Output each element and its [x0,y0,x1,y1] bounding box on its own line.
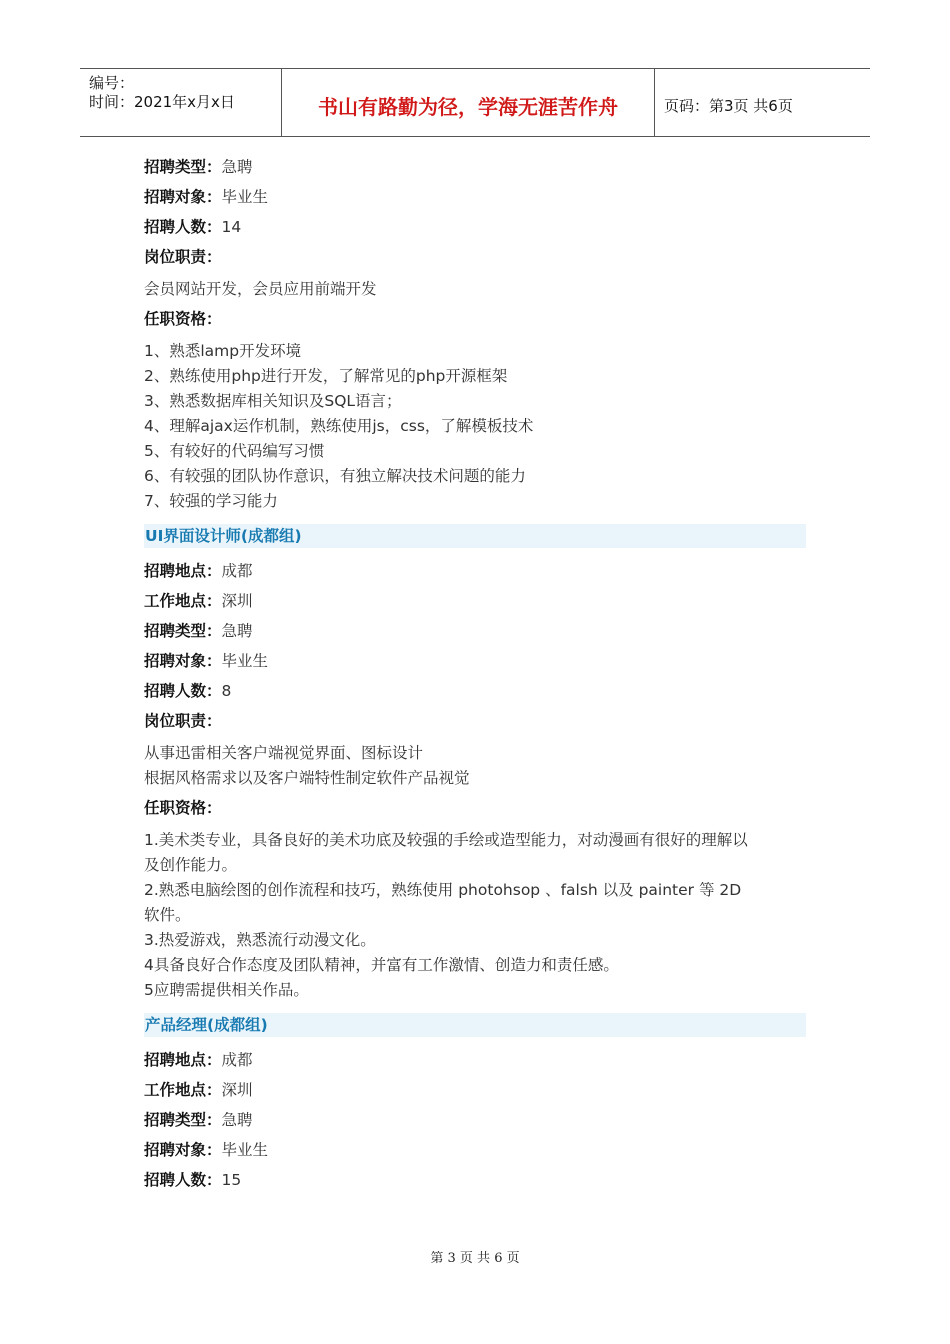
duties-label: 岗位职责： [144,712,222,730]
duty-line: 会员网站开发，会员应用前端开发 [144,280,377,298]
field-value: 15 [221,1171,242,1189]
field-label: 工作地点： [144,592,222,610]
field-label: 招聘对象： [144,188,222,206]
page-footer: 第 3 页 共 6 页 [430,1251,520,1266]
qualification-item: 4具备良好合作态度及团队精神，并富有工作激情、创造力和责任感。 [144,956,619,974]
header-page-info: 页码：第3页 共6页 [664,97,793,115]
qualification-item: 2、熟练使用php进行开发，了解常见的php开源框架 [144,367,508,385]
field-value: 毕业生 [221,652,269,670]
recruit-type [144,158,806,177]
header-motto-cell [281,69,655,136]
qualification-item: 1.美术类专业，具备良好的美术功底及较强的手绘或造型能力，对动漫画有很好的理解以 [144,831,748,849]
recruit-count [144,682,806,701]
field-label: 招聘人数： [144,682,222,700]
header-meta-cell [80,69,280,136]
qualifications-label: 任职资格： [144,310,222,328]
job-section-title: UI界面设计师(成都组) [144,524,806,548]
field-label: 招聘地点： [144,1051,222,1069]
field-value: 急聘 [221,622,253,640]
work-location [144,592,806,611]
duties-text [144,277,806,302]
recruit-location [144,562,806,581]
recruit-count [144,1171,806,1190]
header-page-cell [655,69,870,136]
qualification-item: 3、熟悉数据库相关知识及SQL语言； [144,392,402,410]
duty-line: 从事迅雷相关客户端视觉界面、图标设计 [144,744,424,762]
qualification-item: 6、有较强的团队协作意识，有独立解决技术问题的能力 [144,467,526,485]
field-value: 毕业生 [221,1141,269,1159]
field-label: 招聘类型： [144,1111,222,1129]
job-section-title: 产品经理(成都组) [144,1013,806,1037]
qualification-item: 3.热爱游戏，熟悉流行动漫文化。 [144,931,376,949]
field-label: 招聘类型： [144,158,222,176]
field-value: 8 [221,682,232,700]
document-time: 时间：2021年x月x日 [89,93,235,111]
qualification-item: 1、熟悉lamp开发环境 [144,342,302,360]
qualification-item: 及创作能力。 [144,856,238,874]
page-header [80,68,870,137]
qualification-item: 5应聘需提供相关作品。 [144,981,309,999]
field-value: 深圳 [221,592,253,610]
qualification-item: 7、较强的学习能力 [144,492,278,510]
qualification-item: 软件。 [144,906,191,924]
field-label: 招聘地点： [144,562,222,580]
recruit-count [144,218,806,237]
qualifications-list [144,339,806,514]
field-value: 深圳 [221,1081,253,1099]
field-label: 招聘人数： [144,1171,222,1189]
recruit-location [144,1051,806,1070]
recruit-target [144,652,806,671]
qualifications-label: 任职资格： [144,799,222,817]
recruit-type [144,1111,806,1130]
field-value: 毕业生 [221,188,269,206]
field-value: 急聘 [221,1111,253,1129]
duty-line: 根据风格需求以及客户端特性制定软件产品视觉 [144,769,470,787]
field-value: 成都 [221,1051,253,1069]
field-value: 急聘 [221,158,253,176]
document-body [144,158,806,1201]
qualification-item: 2.熟悉电脑绘图的创作流程和技巧，熟练使用 photohsop 、falsh 以及 painter 等 2D [144,881,742,899]
recruit-target [144,188,806,207]
duties-label: 岗位职责： [144,248,222,266]
qualification-item: 4、理解ajax运作机制，熟练使用js，css，了解模板技术 [144,417,534,435]
qualification-item: 5、有较好的代码编写习惯 [144,442,325,460]
field-label: 招聘对象： [144,652,222,670]
recruit-type [144,622,806,641]
work-location [144,1081,806,1100]
field-value: 14 [221,218,242,236]
duties-text [144,741,806,791]
field-label: 工作地点： [144,1081,222,1099]
qualifications-list [144,828,806,1003]
field-label: 招聘人数： [144,218,222,236]
recruit-target [144,1141,806,1160]
document-number: 编号： [89,74,135,92]
motto: 书山有路勤为径，学海无涯苦作舟 [318,95,618,119]
field-label: 招聘对象： [144,1141,222,1159]
field-value: 成都 [221,562,253,580]
field-label: 招聘类型： [144,622,222,640]
